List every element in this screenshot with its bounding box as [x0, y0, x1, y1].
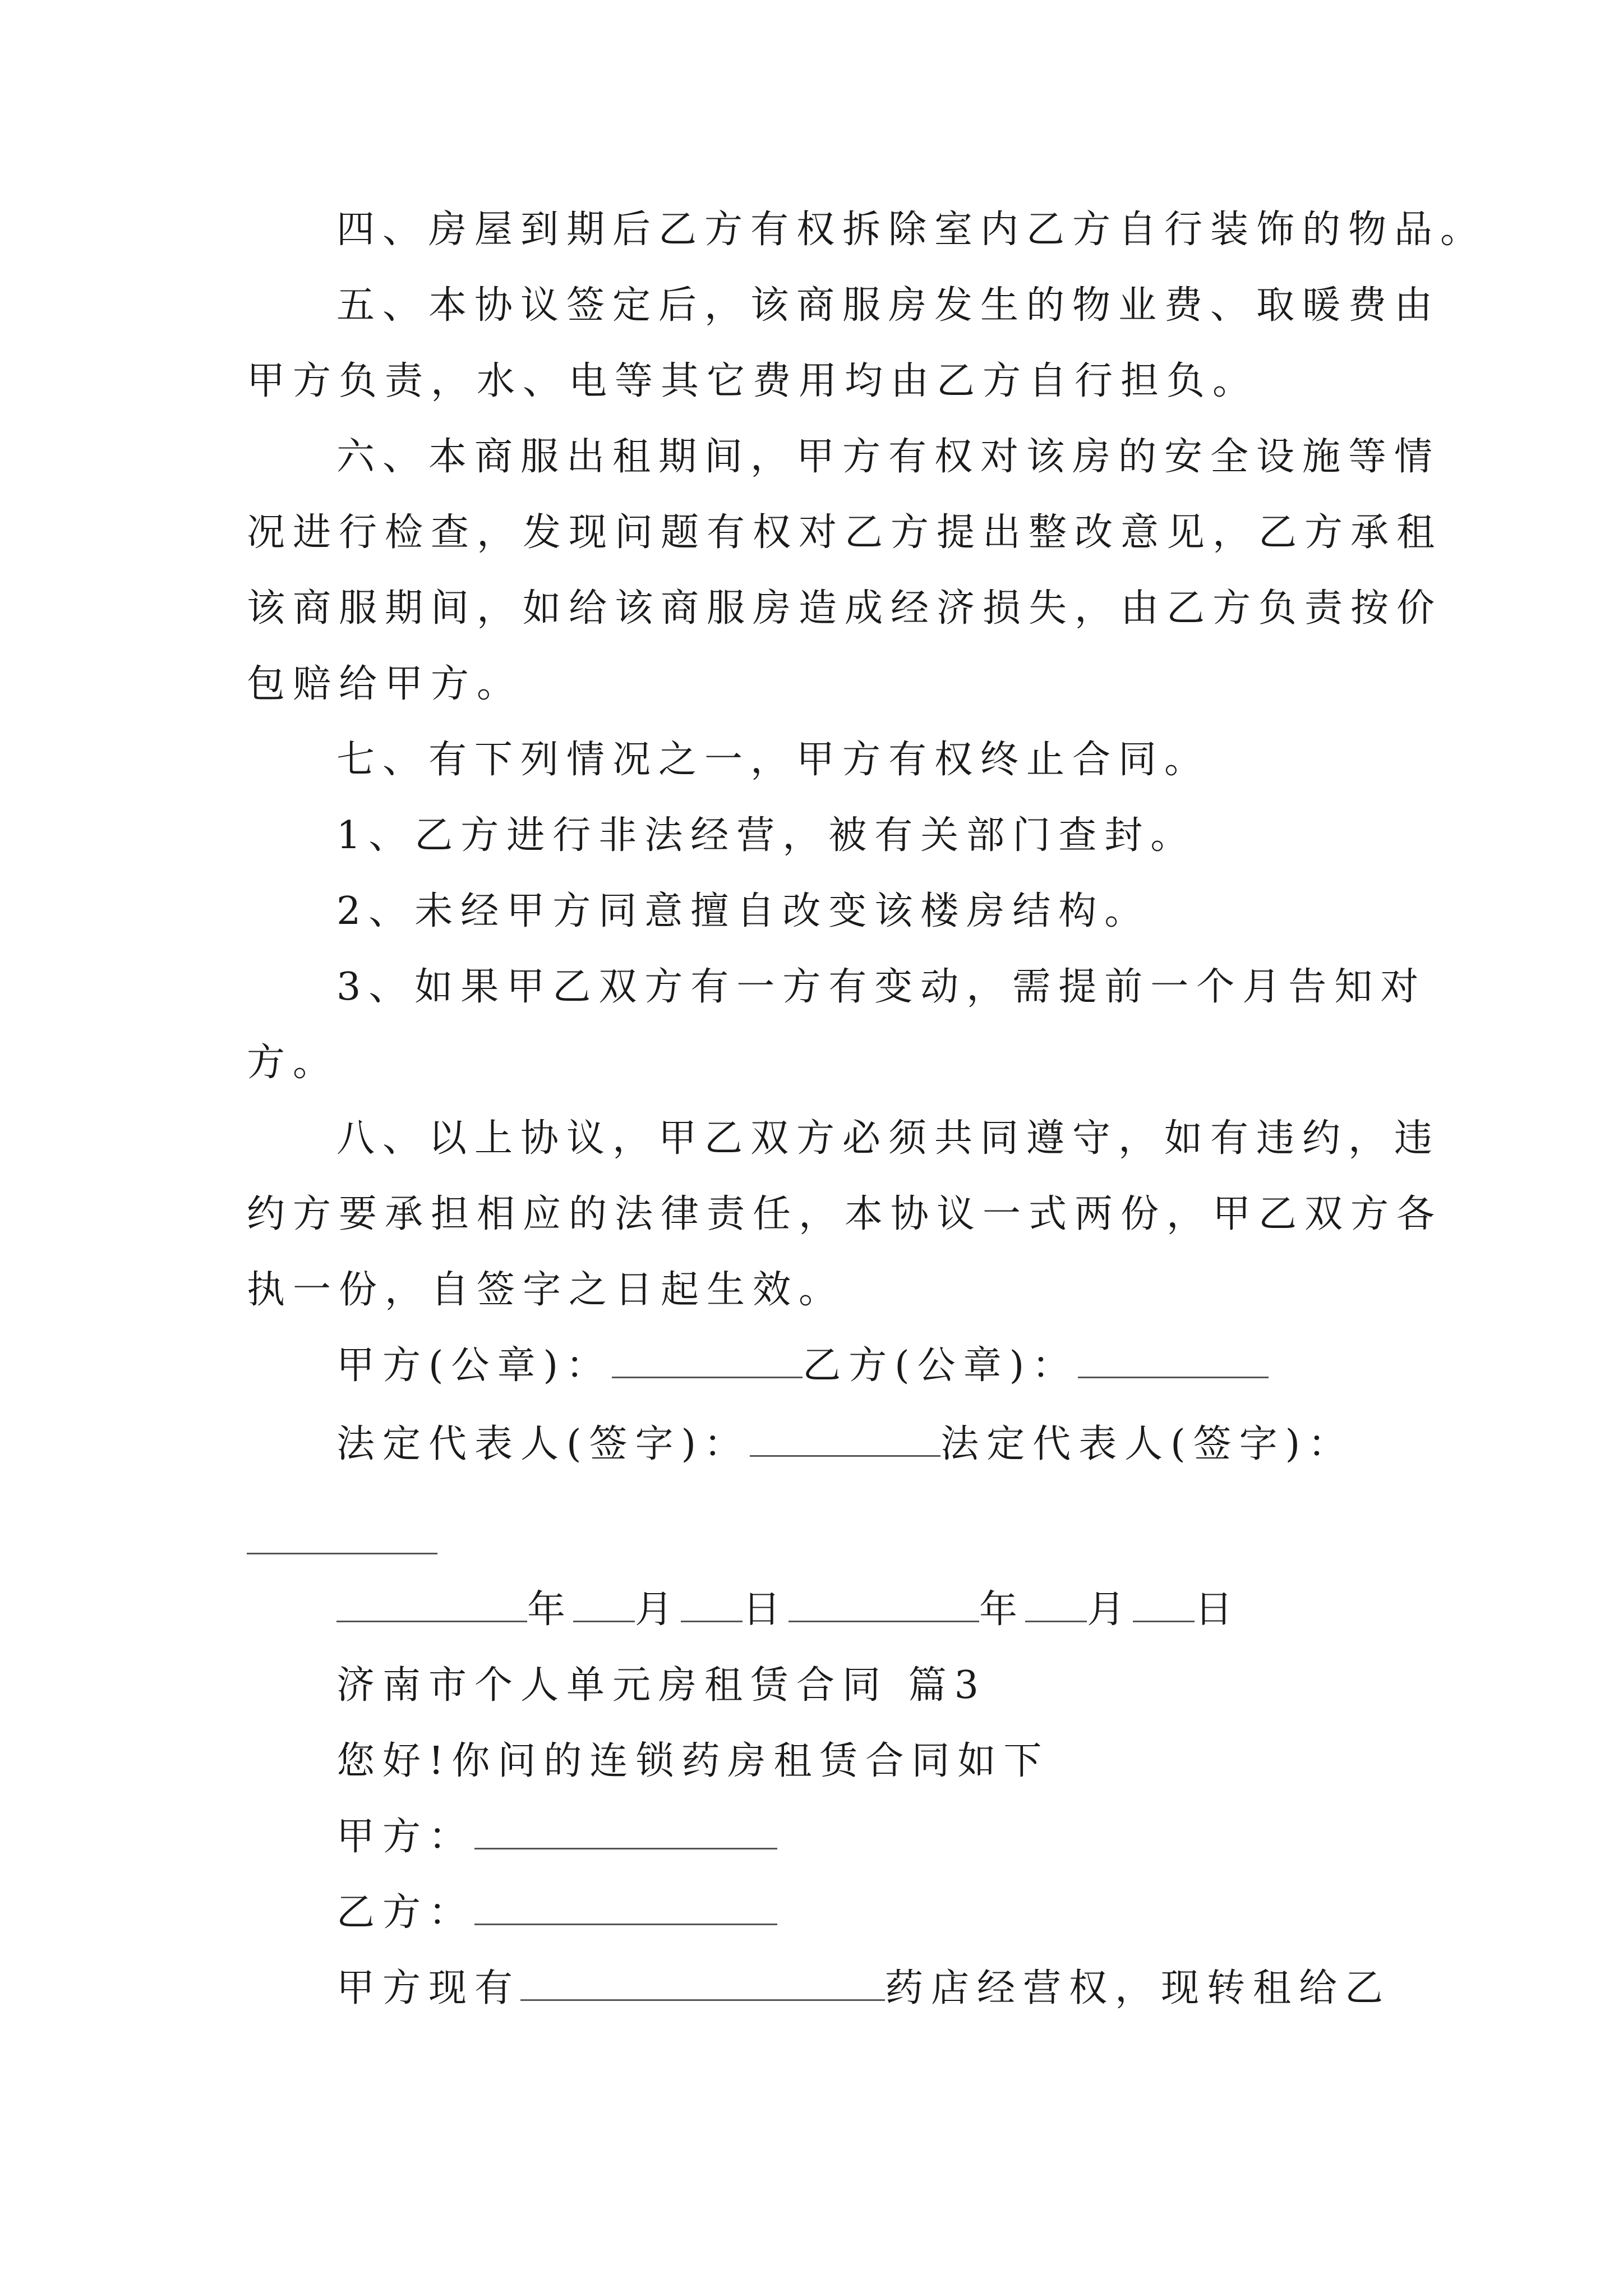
party-a-line	[336, 1815, 777, 1860]
greeting: 您好!你问的连锁药房租赁合同如下	[336, 1739, 1050, 1783]
intro-line	[336, 1966, 1391, 2011]
clause-5-line-1: 五、本协议签定后，该商服房发生的物业费、取暖费由	[336, 283, 1441, 328]
clause-8-line-1: 八、以上协议，甲乙双方必须共同遵守，如有违约，违	[336, 1116, 1441, 1161]
clause-8-line-3: 执一份，自签字之日起生效。	[247, 1268, 845, 1312]
day-a-label: 日	[743, 1588, 789, 1632]
year-a-blank[interactable]	[336, 1588, 527, 1622]
month-b-blank[interactable]	[1025, 1588, 1087, 1622]
intro-prefix: 甲方现有	[336, 1966, 521, 2010]
intro-suffix: 药店经营权，现转租给乙	[885, 1966, 1391, 2010]
party-a-label: 甲方：	[336, 1815, 475, 1859]
pharmacy-name-blank[interactable]	[520, 1967, 885, 2001]
party-a-seal-blank[interactable]	[612, 1344, 803, 1378]
party-b-line	[336, 1890, 777, 1935]
day-b-label: 日	[1195, 1588, 1241, 1632]
legal-rep-a-blank[interactable]	[750, 1423, 940, 1457]
party-a-blank[interactable]	[474, 1815, 777, 1849]
clause-7-item-2: 2、未经甲方同意擅自改变该楼房结构。	[336, 889, 1151, 933]
year-a-label: 年	[527, 1588, 574, 1632]
day-b-blank[interactable]	[1133, 1588, 1195, 1622]
clause-7: 七、有下列情况之一，甲方有权终止合同。	[336, 738, 1211, 782]
legal-rep-b-blank[interactable]	[247, 1553, 437, 1554]
section-title: 济南市个人单元房租赁合同 篇3	[336, 1663, 986, 1708]
clause-5-line-2: 甲方负责，水、电等其它费用均由乙方自行担负。	[247, 359, 1259, 403]
month-b-label: 月	[1087, 1588, 1133, 1632]
party-b-seal-label: 乙方(公章)：	[803, 1343, 1078, 1388]
legal-rep-a-label: 法定代表人(签字)：	[336, 1422, 750, 1466]
clause-4: 四、房屋到期后乙方有权拆除室内乙方自行装饰的物品。	[336, 208, 1487, 252]
party-b-blank[interactable]	[474, 1891, 777, 1925]
party-b-label: 乙方：	[336, 1890, 475, 1935]
clause-6-line-2: 况进行检查，发现问题有权对乙方提出整改意见，乙方承租	[247, 510, 1443, 555]
legal-rep-b-label: 法定代表人(签字)：	[940, 1422, 1354, 1466]
date-line	[336, 1588, 1241, 1632]
clause-6-line-4: 包赔给甲方。	[247, 662, 523, 706]
clause-7-item-3-line-1: 3、如果甲乙双方有一方有变动，需提前一个月告知对	[336, 965, 1427, 1009]
clause-6-line-3: 该商服期间，如给该商服房造成经济损失，由乙方负责按价	[247, 586, 1443, 631]
party-a-seal-label: 甲方(公章)：	[336, 1343, 612, 1388]
clause-8-line-2: 约方要承担相应的法律责任，本协议一式两份，甲乙双方各	[247, 1192, 1443, 1236]
year-b-label: 年	[979, 1588, 1026, 1632]
seal-line	[336, 1343, 1269, 1388]
month-a-label: 月	[635, 1588, 681, 1632]
clause-7-item-3-line-2: 方。	[247, 1041, 339, 1085]
party-b-seal-blank[interactable]	[1078, 1344, 1269, 1378]
month-a-blank[interactable]	[573, 1588, 635, 1622]
clause-7-item-1: 1、乙方进行非法经营，被有关部门查封。	[336, 813, 1197, 858]
clause-6-line-1: 六、本商服出租期间，甲方有权对该房的安全设施等情	[336, 435, 1441, 479]
day-a-blank[interactable]	[681, 1588, 743, 1622]
legal-rep-line	[336, 1422, 1354, 1467]
year-b-blank[interactable]	[789, 1588, 979, 1622]
